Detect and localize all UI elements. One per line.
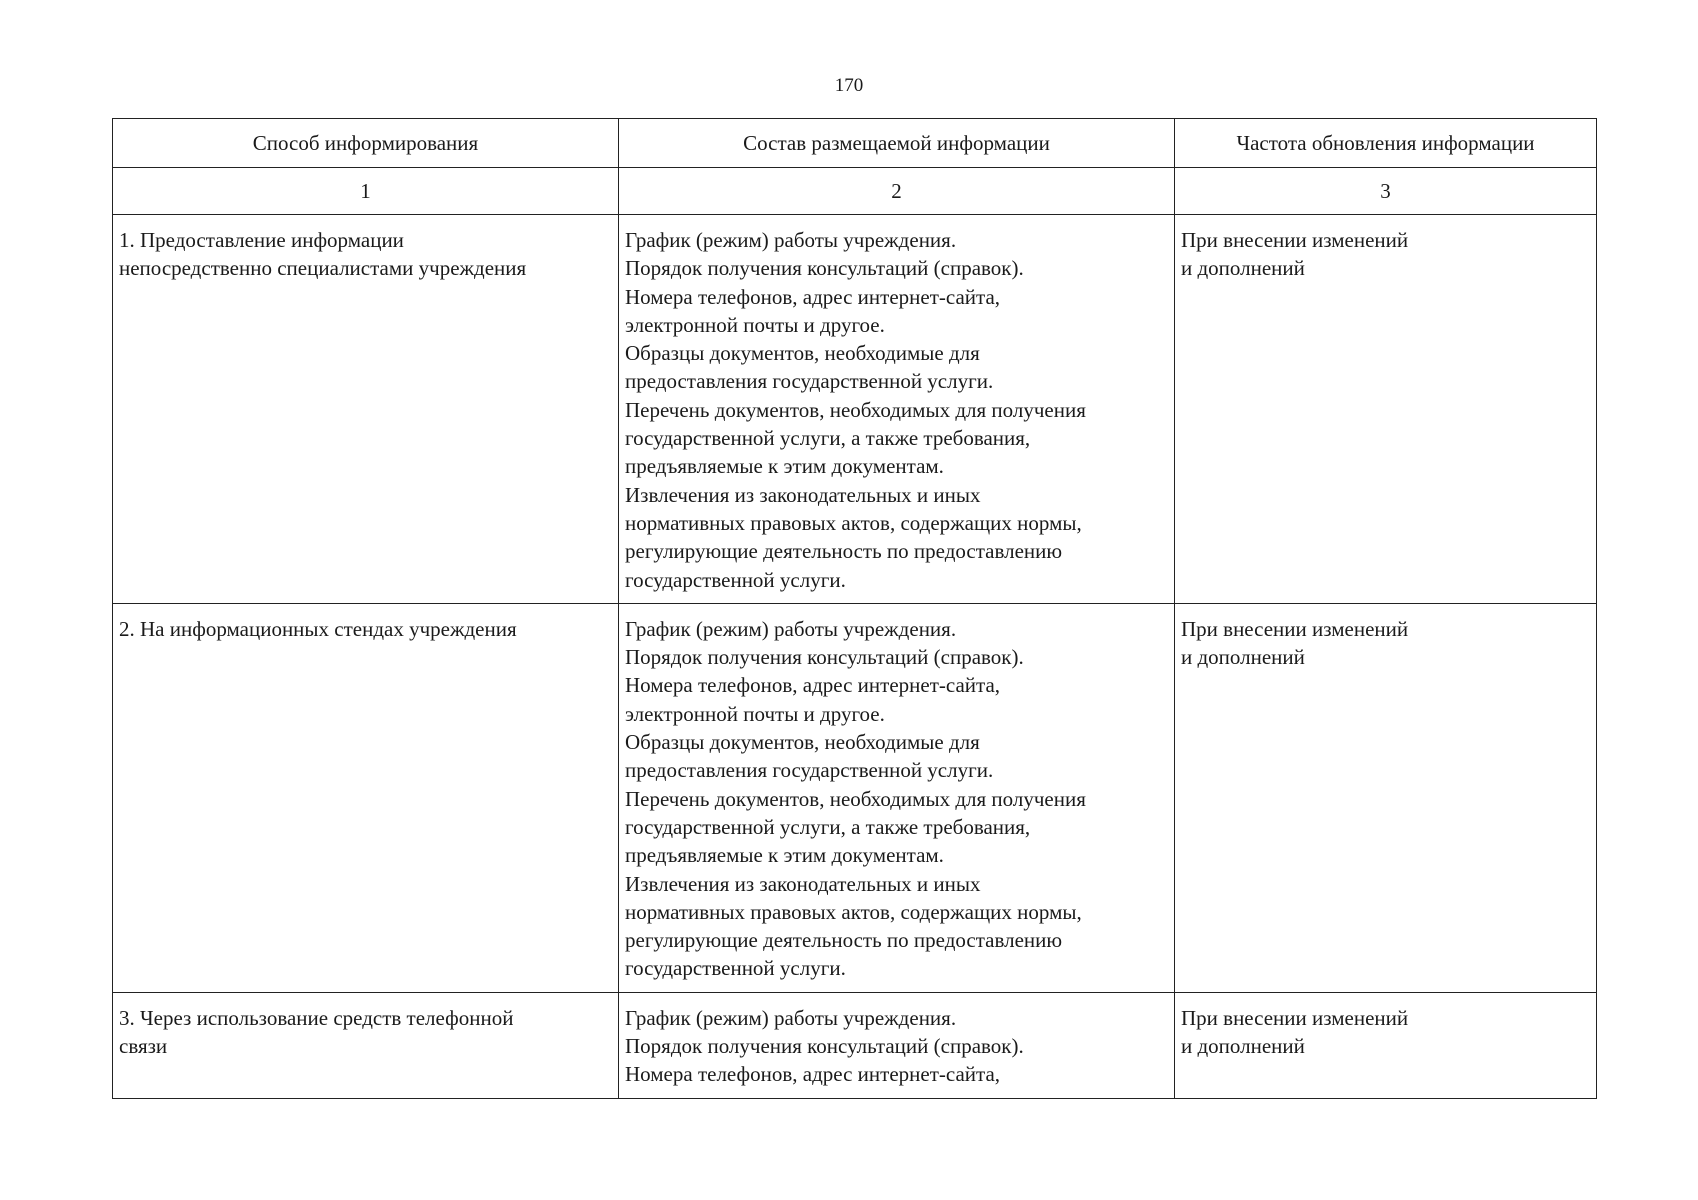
cell-text-line: Перечень документов, необходимых для получения — [625, 397, 1086, 422]
table-row — [113, 215, 1597, 604]
frequency-cell — [1175, 215, 1597, 604]
cell-text-line: 1. Предоставление информации — [119, 228, 404, 252]
cell-text-line: государственной услуги, а также требования, — [625, 814, 1031, 839]
cell-text-line: государственной услуги, а также требования, — [625, 426, 1031, 451]
column-number: 2 — [619, 168, 1175, 215]
cell-text-line: и дополнений — [1181, 645, 1305, 670]
cell-text-line: Порядок получения консультаций (справок). — [625, 645, 1024, 670]
cell-text-line: предъявляемые к этим документам. — [625, 843, 944, 868]
cell-text-line: Перечень документов, необходимых для получения — [625, 786, 1086, 811]
cell-text-line: 2. На информационных стендах учреждения — [119, 616, 517, 641]
cell-text-line: Номера телефонов, адрес интернет-сайта, — [625, 284, 1001, 309]
cell-text-line: нормативных правовых актов, содержащих нормы, — [625, 510, 1082, 535]
cell-text-line: предоставления государственной услуги. — [625, 758, 994, 783]
cell-text-line: Порядок получения консультаций (справок). — [625, 256, 1024, 281]
content-cell — [619, 603, 1175, 992]
cell-text-line: При внесении изменений — [1181, 616, 1409, 641]
cell-text-line: Порядок получения консультаций (справок). — [625, 1034, 1024, 1059]
cell-text-line: предоставления государственной услуги. — [625, 369, 994, 394]
column-number: 1 — [113, 168, 619, 215]
cell-text-line: и дополнений — [1181, 256, 1305, 281]
table-row — [113, 992, 1597, 1098]
header-content: Состав размещаемой информации — [619, 119, 1175, 168]
cell-text-line: непосредственно специалистами учреждения — [119, 256, 527, 281]
cell-text-line: регулирующие деятельность по предоставлению — [625, 928, 1063, 953]
cell-text-line: электронной почты и другое. — [625, 312, 885, 337]
cell-text-line: связи — [119, 1034, 168, 1059]
method-cell — [113, 603, 619, 992]
content-cell — [619, 215, 1175, 604]
cell-text-line: При внесении изменений — [1181, 228, 1409, 252]
cell-text-line: Извлечения из законодательных и иных — [625, 482, 981, 507]
table-row — [113, 603, 1597, 992]
cell-text-line: государственной услуги. — [625, 567, 846, 592]
cell-text-line: График (режим) работы учреждения. — [625, 228, 957, 252]
cell-text-line: регулирующие деятельность по предоставлению — [625, 539, 1063, 564]
page-number: 170 — [834, 75, 864, 96]
cell-text-line: и дополнений — [1181, 1034, 1305, 1059]
frequency-cell — [1175, 603, 1597, 992]
cell-text-line: График (режим) работы учреждения. — [625, 616, 957, 641]
header-frequency: Частота обновления информации — [1175, 119, 1597, 168]
cell-text-line: При внесении изменений — [1181, 1005, 1409, 1030]
cell-text-line: График (режим) работы учреждения. — [625, 1005, 957, 1030]
method-cell — [113, 992, 619, 1098]
cell-text-line: Образцы документов, необходимые для — [625, 341, 980, 366]
method-cell — [113, 215, 619, 604]
cell-text-line: Извлечения из законодательных и иных — [625, 871, 981, 896]
cell-text-line: 3. Через использование средств телефонной — [119, 1005, 514, 1030]
frequency-cell — [1175, 992, 1597, 1098]
cell-text-line: Образцы документов, необходимые для — [625, 730, 980, 755]
cell-text-line: электронной почты и другое. — [625, 701, 885, 726]
cell-text-line: Номера телефонов, адрес интернет-сайта, — [625, 1062, 1001, 1087]
header-row — [113, 119, 1597, 168]
column-number: 3 — [1175, 168, 1597, 215]
content-cell — [619, 992, 1175, 1098]
header-method: Способ информирования — [113, 119, 619, 168]
cell-text-line: предъявляемые к этим документам. — [625, 454, 944, 479]
cell-text-line: государственной услуги. — [625, 956, 846, 981]
column-number-row — [113, 168, 1597, 215]
cell-text-line: нормативных правовых актов, содержащих нормы, — [625, 899, 1082, 924]
cell-text-line: Номера телефонов, адрес интернет-сайта, — [625, 673, 1001, 698]
information-table — [112, 118, 1597, 1099]
